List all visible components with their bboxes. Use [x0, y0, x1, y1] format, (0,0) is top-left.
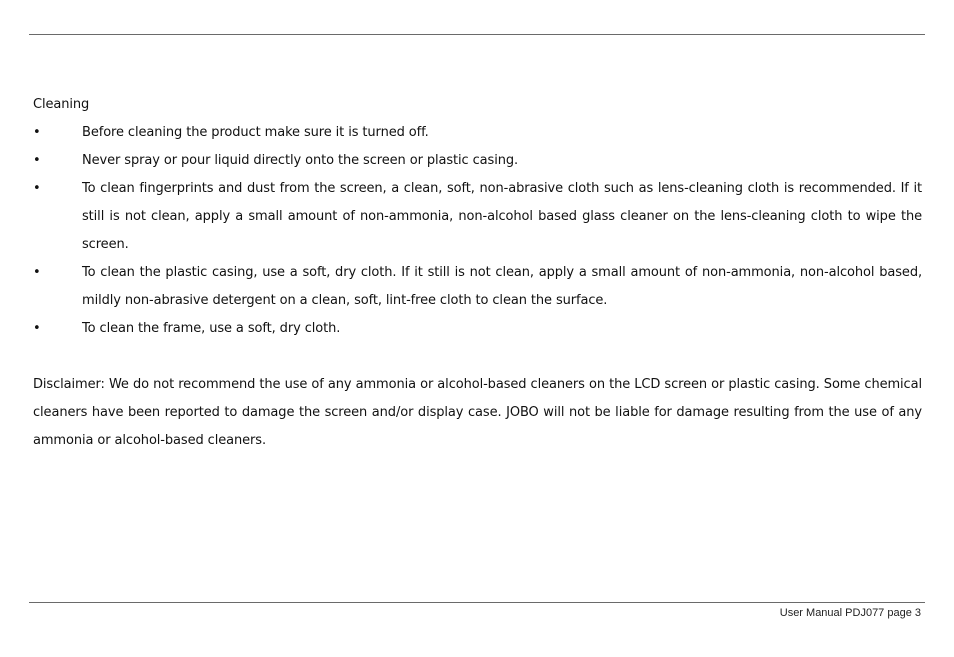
bullet-icon: •: [33, 153, 41, 168]
list-item: [33, 147, 922, 175]
list-item-text: Never spray or pour liquid directly onto the screen or plastic casing.: [82, 153, 519, 168]
list-item: [33, 259, 922, 315]
list-item-text: To clean fingerprints and dust from the screen, a clean, soft, non-abrasive cloth such as lens-cleaning cloth is recommended. If it still is not clean, apply a small amount of non-ammonia, non-alcohol based glass cleaner on the lens-cleaning cloth to wipe the screen.: [82, 181, 922, 252]
cleaning-list: [33, 119, 922, 343]
bullet-icon: •: [33, 265, 41, 280]
list-item: [33, 119, 922, 147]
bullet-icon: •: [33, 181, 41, 196]
list-item-text: To clean the plastic casing, use a soft, dry cloth. If it still is not clean, apply a small amount of non-ammonia, non-alcohol based, mildly non-abrasive detergent on a clean, soft, lint-free cloth to clean the surface.: [82, 265, 922, 308]
header-rule: [29, 34, 925, 35]
page-content: [33, 93, 922, 455]
disclaimer-paragraph: [33, 371, 922, 455]
disclaimer-label: Disclaimer:: [33, 377, 105, 392]
page-footer: User Manual PDJ077 page 3: [779, 607, 921, 619]
list-item-text: To clean the frame, use a soft, dry cloth.: [82, 321, 341, 336]
bullet-icon: •: [33, 321, 41, 336]
footer-rule: [29, 602, 925, 603]
bullet-icon: •: [33, 125, 41, 140]
section-heading: Cleaning: [33, 97, 90, 112]
list-item: [33, 175, 922, 259]
list-item: [33, 315, 922, 343]
disclaimer-text: We do not recommend the use of any ammonia or alcohol-based cleaners on the LCD screen or plastic casing. Some chemical cleaners have been reported to damage the screen and/or display case. JOBO will not be liable for damage resulting from the use of any ammonia or alcohol-based cleaners.: [33, 377, 922, 448]
list-item-text: Before cleaning the product make sure it is turned off.: [82, 125, 429, 140]
